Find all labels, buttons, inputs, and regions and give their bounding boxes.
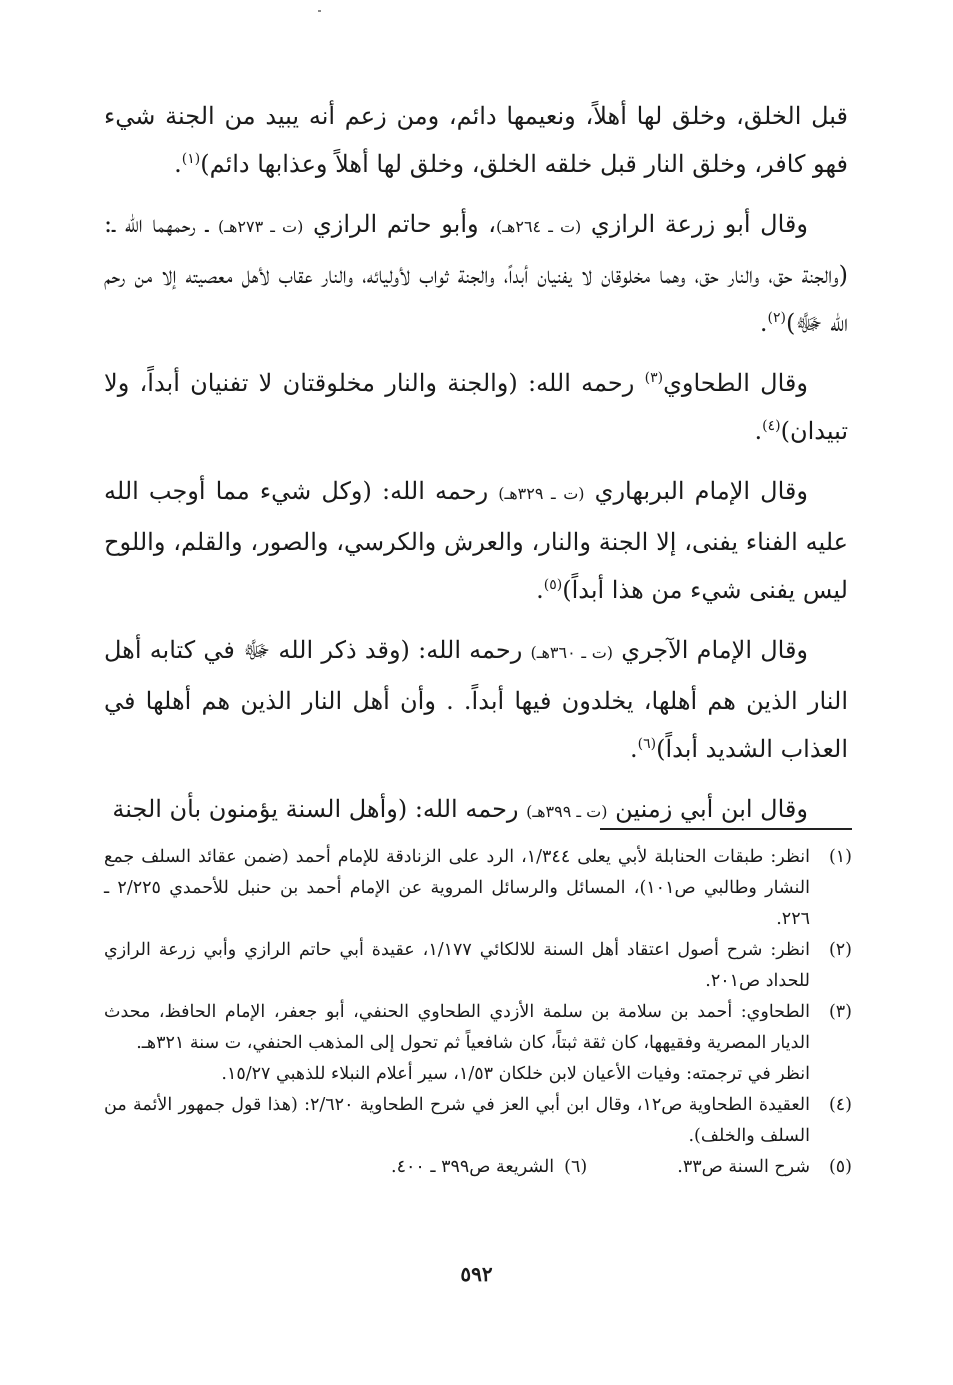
paragraph-2-text-c: ـ رحمهما الله ـ: (والجنة حق، والنار حق، وهما مخلوقان لا يفنيان أبداً، والجنة ثواب لأوليائه، والنار عقاب لأهل معصيته إلا من رحم الله ﷻ)	[104, 210, 848, 337]
footnote-2-text: انظر: شرح أصول اعتقاد أهل السنة للالكائي ١/١٧٧، عقيدة أبي حاتم الرازي وأبي زرعة الرازي للحداد ص٢٠١.	[104, 940, 810, 991]
paragraph-3-end: .	[754, 417, 763, 445]
footnote-1	[104, 842, 852, 935]
footnote-5-number: (٥)	[828, 1157, 852, 1177]
footnote-separator	[600, 828, 852, 830]
paragraph-2-end: .	[759, 309, 768, 337]
paragraph-3-text-a: وقال الطحاوي	[663, 369, 808, 397]
paragraph-1-text: قبل الخلق، وخلق لها أهلاً، ونعيمها دائم، ومن زعم أنه يبيد من الجنة شيء فهو كافر، وخلق النار قبل خلقه الخلق، وخلق لها أهلاً وعذابها دائم)	[104, 102, 848, 178]
footnote-ref-3: (٣)	[644, 370, 664, 386]
paragraph-3	[104, 359, 848, 455]
footnote-1-number: (١)	[828, 847, 852, 867]
paragraph-5	[104, 626, 848, 773]
footnote-6-number: (٦)	[564, 1157, 588, 1177]
paragraph-1	[104, 92, 848, 188]
paragraph-2-text-a: وقال أبو زرعة الرازي	[590, 210, 808, 238]
paragraph-2-text-b: ، وأبو حاتم الرازي	[312, 210, 496, 238]
footnote-1-text: انظر: طبقات الحنابلة لأبي يعلى ١/٣٤٤، الرد على الزنادقة للإمام أحمد (ضمن عقائد السلف جمع النشار وطالبي ص١٠١)، المسائل والرسائل المروية عن الإمام أحمد بن حنبل للأحمدي ٢/٢٢٥ ـ ٢٢٦.	[104, 847, 810, 929]
paragraph-6-text-a: وقال ابن أبي زمنين	[615, 795, 808, 823]
paragraph-5-end: .	[629, 735, 638, 763]
main-text	[104, 92, 848, 848]
paragraph-4-text-a: وقال الإمام البربهاري	[594, 477, 808, 505]
paragraph-4-end: .	[536, 576, 544, 604]
footnote-ref-1: (١)	[181, 151, 201, 167]
paragraph-4	[104, 467, 848, 614]
footnote-ref-5: (٥)	[543, 577, 563, 593]
death-date-ajurri: (ت ـ ٣٦٠هـ)	[530, 643, 613, 662]
footnote-4-number: (٤)	[828, 1095, 852, 1115]
paragraph-3-text-b: رحمه الله: (والجنة والنار مخلوقتان لا تفنيان أبداً، ولا تبيدان)	[104, 369, 848, 445]
footnote-2-number: (٢)	[828, 940, 852, 960]
paragraph-5-text-b: رحمه الله: (وقد ذكر الله ﷻ في كتابه أهل النار الذين هم أهلها، يخلدون فيها أبداً. . وأن أهل النار الذين هم أهلها في العذاب الشديد أبداً)	[104, 636, 848, 763]
footnote-3-text: الطحاوي: أحمد بن سلامة بن سلمة الأزدي الطحاوي الحنفي، أبو جعفر، الإمام الحافظ، محدث الديار المصرية وفقيهها، كان ثقة ثبتاً، كان شافعياً ثم تحول إلى المذهب الحنفي، ت سنة ٣٢١هـ.	[104, 1002, 810, 1053]
paragraph-1-end: .	[174, 150, 182, 178]
footnotes-5-6	[104, 1152, 852, 1183]
paragraph-5-text-a: وقال الإمام الآجري	[621, 636, 808, 664]
paragraph-6-text-b: رحمه الله: (وأهل السنة يؤمنون بأن الجنة	[112, 795, 527, 823]
footnotes-5-6-row	[104, 1152, 810, 1183]
scan-speck	[318, 10, 321, 12]
footnote-ref-2: (٢)	[767, 310, 786, 326]
footnote-3-sources: انظر في ترجمته: وفيات الأعيان لابن خلكان ١/٥٣، سير أعلام النبلاء للذهبي ١٥/٢٧.	[221, 1064, 810, 1084]
death-date-barbahari: (ت ـ ٣٢٩هـ)	[498, 484, 585, 503]
footnotes	[104, 842, 852, 1183]
footnote-3-number: (٣)	[828, 1002, 852, 1022]
paragraph-4-text-b: رحمه الله: (وكل شيء مما أوجب الله عليه الفناء يفنى، إلا الجنة والنار، والعرش والكرسي، والصور، والقلم، واللوح ليس يفنى شيء من هذا أبداً)	[104, 477, 848, 604]
death-date-ibn-abi-zamanin: (ت ـ ٣٩٩هـ)	[526, 802, 608, 821]
footnote-ref-6: (٦)	[637, 736, 657, 752]
page-number: ٥٩٢	[460, 1262, 493, 1286]
death-date-abu-hatim: (ت ـ ٢٧٣هـ)	[218, 217, 304, 236]
footnote-6-text: الشريعة ص٣٩٩ ـ ٤٠٠.	[391, 1157, 555, 1177]
footnote-gap	[587, 1152, 677, 1183]
footnote-4-text: العقيدة الطحاوية ص١٢، وقال ابن أبي العز في شرح الطحاوية ٢/٦٢٠: (هذا قول جمهور الأئمة من السلف والخلف).	[104, 1095, 810, 1146]
death-date-abu-zurah: (ت ـ ٢٦٤هـ)	[495, 217, 582, 236]
footnote-4	[104, 1090, 852, 1152]
footnote-2	[104, 935, 852, 997]
paragraph-2	[104, 200, 848, 347]
footnote-5-text: شرح السنة ص٣٣.	[677, 1157, 810, 1177]
footnote-3	[104, 997, 852, 1059]
footnote-ref-4: (٤)	[762, 418, 781, 434]
